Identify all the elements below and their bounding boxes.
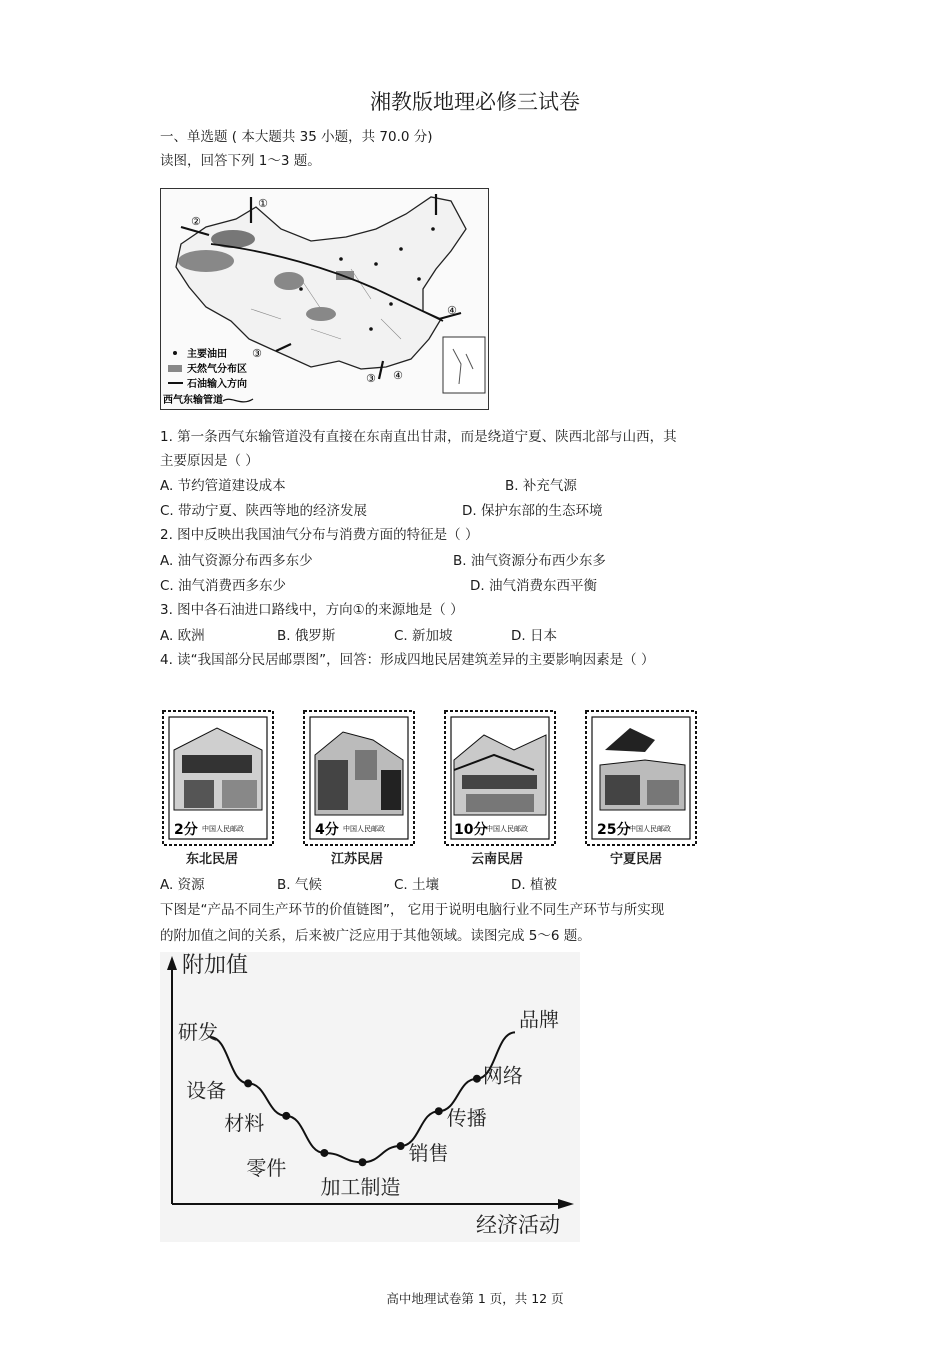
china-oil-gas-map <box>160 188 489 410</box>
map-marker-2: ② <box>191 215 201 228</box>
q3-option-a[interactable]: A. 欧洲 <box>160 628 205 644</box>
page-footer: 高中地理试卷第 1 页，共 12 页 <box>386 1291 564 1306</box>
stage-label-5: 销售 <box>408 1141 449 1165</box>
value-curve <box>210 1032 515 1162</box>
legend-oil-import: 石油输入方向 <box>187 379 247 390</box>
section-heading: 一、单选题 ( 本大题共 35 小题，共 70.0 分) <box>160 129 433 145</box>
q3-option-b[interactable]: B. 俄罗斯 <box>277 628 336 644</box>
q2-stem: 2. 图中反映出我国油气分布与消费方面的特征是（ ） <box>160 527 479 543</box>
value-chain-chart <box>160 952 580 1242</box>
q4-option-b[interactable]: B. 气候 <box>277 877 322 893</box>
curve-point-5 <box>397 1142 405 1150</box>
legend-pipeline: 西气东输管道 <box>163 395 223 406</box>
intro-q1-3: 读图，回答下列 1～3 题。 <box>160 153 321 169</box>
stamp-value: 10分 <box>454 822 488 838</box>
chart-canvas <box>160 952 580 1242</box>
curve-point-2 <box>282 1112 290 1120</box>
q1-stem-line2: 主要原因是（ ） <box>160 453 259 469</box>
q2-option-d[interactable]: D. 油气消费东西平衡 <box>470 578 597 594</box>
stage-label-1: 设备 <box>186 1078 227 1103</box>
q2-option-a[interactable]: A. 油气资源分布西多东少 <box>160 553 313 569</box>
stage-label-6: 传播 <box>446 1106 487 1131</box>
stamp-country: 中国人民邮政 <box>629 825 671 833</box>
stamp-value: 25分 <box>597 822 631 838</box>
stamp-jiangsu <box>303 710 415 846</box>
y-axis-label: 附加值 <box>182 953 249 978</box>
q3-option-d[interactable]: D. 日本 <box>511 628 557 644</box>
page-title: 湘教版地理必修三试卷 <box>370 90 580 114</box>
stamp-caption-ningxia: 宁夏民居 <box>610 852 663 867</box>
stamp-caption-yunnan: 云南民居 <box>471 852 524 867</box>
q3-stem: 3. 图中各石油进口路线中，方向①的来源地是（ ） <box>160 602 464 618</box>
stamp-northeast <box>162 710 274 846</box>
q4-option-d[interactable]: D. 植被 <box>511 877 557 893</box>
q2-option-c[interactable]: C. 油气消费西多东少 <box>160 578 287 594</box>
stage-label-4: 加工制造 <box>320 1175 401 1200</box>
map-drawing <box>161 189 488 409</box>
curve-point-7 <box>473 1075 481 1083</box>
map-marker-1: ① <box>258 197 268 210</box>
map-marker-3b: ③ <box>366 372 376 385</box>
map-marker-3a: ③ <box>252 347 262 360</box>
stage-label-8: 品牌 <box>519 1007 559 1032</box>
q1-option-a[interactable]: A. 节约管道建设成本 <box>160 478 286 494</box>
map-marker-4a: ④ <box>447 304 457 317</box>
legend-gas: 天然气分布区 <box>187 364 247 375</box>
stamp-caption-northeast: 东北民居 <box>186 852 239 867</box>
intro-q5-6-line2: 的附加值之间的关系，后来被广泛应用于其他领域。读图完成 5～6 题。 <box>160 928 591 944</box>
q3-option-c[interactable]: C. 新加坡 <box>394 628 453 644</box>
stage-label-0: 研发 <box>178 1019 218 1044</box>
stamp-country: 中国人民邮政 <box>202 825 244 833</box>
q1-option-c[interactable]: C. 带动宁夏、陕西等地的经济发展 <box>160 503 368 519</box>
q1-stem-line1: 1. 第一条西气东输管道没有直接在东南直出甘肃，而是绕道宁夏、陕西北部与山西，其 <box>160 429 677 445</box>
curve-point-6 <box>435 1107 443 1115</box>
stamp-ningxia <box>585 710 697 846</box>
intro-q5-6-line1: 下图是“产品不同生产环节的价值链图”， 它用于说明电脑行业不同生产环节与所实现 <box>160 902 665 918</box>
q4-option-c[interactable]: C. 土壤 <box>394 877 440 893</box>
stamp-yunnan <box>444 710 556 846</box>
x-axis-arrow <box>558 1199 574 1209</box>
stamp-country: 中国人民邮政 <box>486 825 528 833</box>
stamp-value: 2分 <box>174 822 198 838</box>
q2-option-b[interactable]: B. 油气资源分布西少东多 <box>453 553 606 569</box>
stamp-caption-jiangsu: 江苏民居 <box>331 852 384 867</box>
stage-label-2: 材料 <box>224 1110 265 1135</box>
curve-point-4 <box>359 1158 367 1166</box>
stage-label-7: 网络 <box>482 1063 523 1088</box>
curve-point-3 <box>320 1149 328 1157</box>
map-marker-4b: ④ <box>393 369 403 382</box>
stamp-value: 4分 <box>315 822 339 838</box>
q4-option-a[interactable]: A. 资源 <box>160 877 205 893</box>
legend-oilfield: 主要油田 <box>187 349 227 360</box>
q4-stem: 4. 读“我国部分民居邮票图”，回答：形成四地民居建筑差异的主要影响因素是（ ） <box>160 652 655 668</box>
q1-option-b[interactable]: B. 补充气源 <box>505 478 577 494</box>
stage-label-3: 零件 <box>246 1155 287 1180</box>
y-axis-arrow <box>167 956 177 970</box>
stamp-country: 中国人民邮政 <box>343 825 385 833</box>
x-axis-label: 经济活动 <box>476 1213 560 1237</box>
curve-point-1 <box>244 1079 252 1087</box>
q1-option-d[interactable]: D. 保护东部的生态环境 <box>462 503 603 519</box>
